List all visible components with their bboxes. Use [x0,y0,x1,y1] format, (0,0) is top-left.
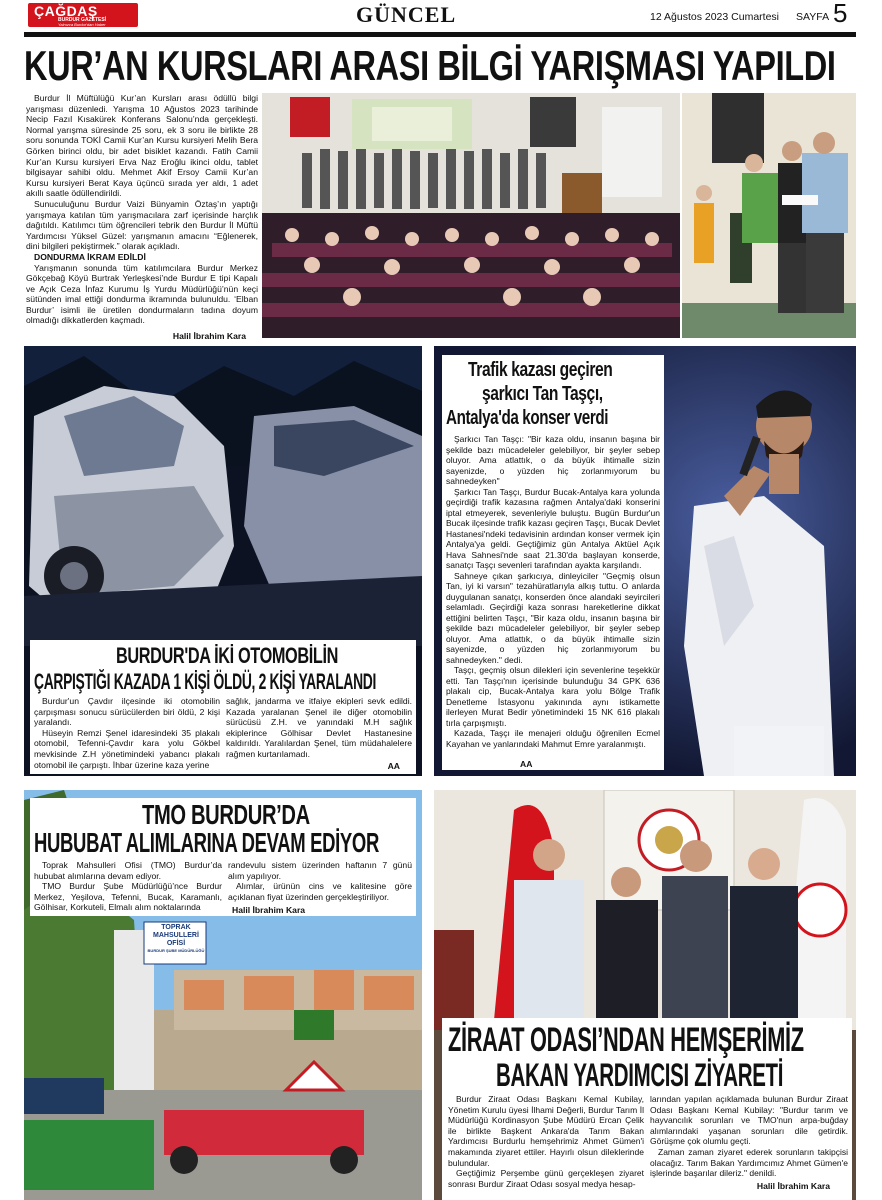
article2-byline: AA [387,761,400,771]
article5-paragraph: larından yapılan açıklamada bulunan Burdur Ziraat Odası Başkanı Kemal Kubilay: "Burdur tarım ve hayvancılık sorunları ve TMO'nun arpa-buğday alımlarındaki yaşanan sorunları dile getirdik. Görüşme çok olumlu geçti. [650,1094,848,1147]
article2-col2 [226,696,412,760]
article3-paragraph: Şarkıcı Tan Taşçı: "Bir kaza oldu, insanın başına bir şekilde bazı mücadeleler gelebiliyor, bir şeyler sebep oluyor. Ama atlattık, o da büyük ihtimalle sizin sayenizde, o yüzden hiç zorlanmıyorum bu sahnedeyken" [446,434,660,486]
article4-col1 [34,860,222,913]
article2-paragraph: Burdur'un Çavdır ilçesinde iki otomobilin çarpışması sonucu sürücülerden biri öldü, 2 kişi yaralandı. [34,696,220,728]
tmo-sign-line: MAHSULLERİ [153,932,199,939]
article1-paragraph: Burdur İl Müftülüğü Kur’an Kursları arası ödüllü bilgi yarışması düzenledi. Yarışma 10 Ağustos 2023 tarihinde Necip Fazıl Kısakürek Konferans Salonu’nda gerçekleşti. Normal yarışma süresinde 25 soru, ek 3 soru ile birlikte 28 soru sonunda TOKİ Camii Kur’an Kursu kursiyeri Melih Bera Görken birinci oldu, bir adet bisiklet kazandı. Fatih Camii Kur’an Kursu kursiyeri Erva Naz Eroğlu ikinci oldu, tablet bilgisayar sahibi oldu. Mehmet Akif Ersoy Camii Kur’an Kursu kursiyeri Berat Kaya üçüncü sırada yer aldı, 1 adet akıllı saatle ödüllendirildi. [26,93,258,199]
article3-headline-line3: Antalya'da konser verdi [446,407,609,429]
article1-headline-wrap [24,42,860,92]
article2-paragraph: Hüseyin Remzi Şenel idaresindeki 35 plakalı otomobil, Tefenni-Çavdır kara yolu Gökbel mevkisinde Z.H yönetimindeki yabancı plakalı otomobil ile çarpıştı. İhbar üzerine kaza yerine [34,727,220,770]
article4-headline-line1: TMO BURDUR’DA [142,800,310,830]
article2-headline-line2: ÇARPIŞTIĞI KAZADA 1 KİŞİ ÖLDÜ, 2 KİŞİ YARALANDI [34,669,377,694]
article5-byline: Halil İbrahim Kara [756,1181,830,1191]
article4-paragraph: TMO Burdur Şube Müdürlüğü’nce Burdur Merkez, Yeşilova, Tefenni, Bucak, Karamanlı, Gölhisar, Korkuteli, Elmalı alım noktalarında [34,881,222,913]
article3-headline-line2: şarkıcı Tan Taşçı, [482,383,603,405]
article4-paragraph: Toprak Mahsulleri Ofisi (TMO) Burdur’da hububat alımlarına devam ediyor. [34,860,222,881]
page-number: 5 [833,0,848,28]
logo-text: ÇAĞDAŞ [34,3,98,19]
article3-headline [442,358,664,432]
tmo-sign [146,924,206,962]
article3-paragraph: Sahneye çıkan şarkıcıya, dinleyiciler "Geçmiş olsun Tan, iyi ki varsın" tezahüratlarıyla alkış tuttu. O anlarda duygulanan sanatçı, konserden önce alandaki seyircileri selamladı. Geçirdiği kaza sonrası hareketlerine dikkat ettiğini belirten Taşçı, "Bir kaza oldu, insanın başına bir şekilde bazı mücadeleler gelebiliyor, bir şeyler sebep oluyor. Ama atlattık, o da büyük ihtimalle sizin sayenizde, o yüzden hiç zorlanmıyorum bu sahnedeyken." dedi. [446,570,660,665]
tmo-sign-line: TOPRAK [161,924,191,931]
article4-paragraph: Alımlar, ürünün cins ve kalitesine göre açıklanan fiyat üzerinden gerçekleştiriliyor. [228,881,412,902]
article4-col2 [228,860,412,902]
article4-headline [30,800,416,858]
article1-photo-hall [262,93,680,338]
article1-photo-award [682,93,856,338]
article5-paragraph: Burdur Ziraat Odası Başkanı Kemal Kubilay, Yönetim Kurulu üyesi İlhami Değerli, Burdur Tarım İl Müdürlüğü Kordinasyon Şube Müdürü Ercan Çelik ile birlikte Başkent Ankara'da Tarım Bakan Yardımcısı Burdurlu hemşehrimiz Ahmet Gümen'i makamında ziyaret ettiler. Hayırlı olsun dileklerinde bulundular. [448,1094,644,1168]
article3-byline: AA [520,759,533,769]
article1-byline: Halil İbrahim Kara [172,331,246,341]
article5-col1 [448,1094,644,1189]
page-label: SAYFA [796,11,830,23]
article5-paragraph: Geçtiğimiz Perşembe günü gerçekleşen ziyaret sonrası Burdur Ziraat Odası sosyal medya hesap- [448,1168,644,1189]
article5-headline [442,1020,852,1094]
article1-body [26,93,258,326]
issue-date: 12 Ağustos 2023 Cumartesi [650,11,779,23]
article2-headline-wrap [30,642,416,698]
logo-sub: BURDUR GAZETESİ [58,17,107,23]
tmo-sign-line: OFİSİ [166,940,186,947]
article4-paragraph: randevulu sistem üzerinden haftanın 7 günü alım yapılıyor. [228,860,412,881]
masthead-logo [28,3,138,27]
article1-subhead: DONDURMA İKRAM EDİLDİ [34,251,146,262]
article1-headline: KUR’AN KURSLARI ARASI BİLGİ YARIŞMASI YAPILDI [24,42,836,89]
article4-byline: Halil İbrahim Kara [232,905,306,915]
article5-headline-line2: BAKAN YARDIMCISI ZİYARETİ [496,1057,784,1093]
article3-paragraph: Taşçı, geçmiş olsun dilekleri için sevenlerine teşekkür etti. Tan Taşçı'nın içerisinde bulunduğu 34 GPK 636 plakalı cip, Bucak-Antalya kara yolu Bölge Trafik Denetleme İstasyonu yakınında aynı istikamette ilerleyen Murat Bedir yönetimindeki 15 NK 616 plakalı tırla çarpışmıştı. [446,665,660,728]
tmo-sign-line: BURDUR ŞUBE MÜDÜRLÜĞÜ [147,948,205,953]
header-rule [24,32,856,37]
article3-paragraph: Kazada, Taşçı ile menajeri olduğu öğrenilen Ecmel Kayahan ve yanlarındaki Mahmut Emre yaralanmıştı. [446,728,660,749]
article2-col1 [34,696,220,770]
article1-paragraph: Sunuculuğunu Burdur Vaizi Bünyamin Öztaş’ın yaptığı yarışmaya katılan tüm yarışmacılara zarf içerisinde harçlık dağıtıldı. Katılımcı tüm öğrencileri tebrik den Burdur İl Müftü Yardımcısı Yüksel Güzel: yarışmanın amacını “Eğlenerek, dini bilgileri pekiştirmek.” olarak açıkladı. [26,198,258,252]
section-title: GÜNCEL [356,2,457,27]
article3-headline-line1: Trafik kazası geçiren [468,359,613,381]
article3-body [446,434,660,749]
article1-paragraph: Yarışmanın sonunda tüm katılımcılara Burdur Merkez Gökçebağ Köyü Burtrak Yerleşkesi’nde Burdur E tipi Kapalı ve Açık Ceza İnfaz Kurumu İş Yurdu Müdürlüğü’nün keçi sütünden imal ettiği dondurma ikramında bulunuldu. ‘Elban Burdur’ isimli ile üretilen dondurmaların tadına doyum olmadığı dikkatlerden kaçmadı. [26,262,258,326]
article5-headline-line1: ZİRAAT ODASI’NDAN HEMŞERİMİZ [448,1021,804,1059]
logo-slogan: Yalnızca Burdur'dan Haber [58,22,106,27]
article4-headline-line2: HUBUBAT ALIMLARINA DEVAM EDİYOR [34,827,379,858]
article5-paragraph: Zaman zaman ziyaret ederek sorunların takipçisi olacağız. Tarım Bakan Yardımcımız Ahmet Gümen'e işlerinde başarılar dileriz." denildi. [650,1146,848,1179]
article2-headline-line1: BURDUR'DA İKİ OTOMOBİLİN [116,643,338,668]
article2-paragraph: sağlık, jandarma ve itfaiye ekipleri sevk edildi. Kazada yaralanan Şenel ile diğer otomobilin sürücüsü Z.H. ve yanındaki M.H sağlık ekiplerince Gölhisar Devlet Hastanesine kaldırıldı. Yaralılardan Şenel, tüm müdahalelere rağmen kurtarılamadı. [226,696,412,759]
article5-col2 [650,1094,848,1179]
article3-paragraph: Şarkıcı Tan Taşçı, Burdur Bucak-Antalya kara yolunda geçirdiği trafik kazasına rağmen Antalya'daki konserini iptal etmeyerek, sevenleriyle buluştu. Bugün Burdur'un Bucak ilçesinde trafik kazası geçiren Taşçı, Bucak Devlet Hastanesi'ndeki tedavisinin ardından konser vermek için Antalya'ya geldi. Geçtiğimiz gün Antalya Aktüel Açık Hava Sahnesi'nde saat 21.30'da başlayan konserde, sanatçı Taşçı sevenleri tarafından ayakta karşılandı. [446,486,660,570]
